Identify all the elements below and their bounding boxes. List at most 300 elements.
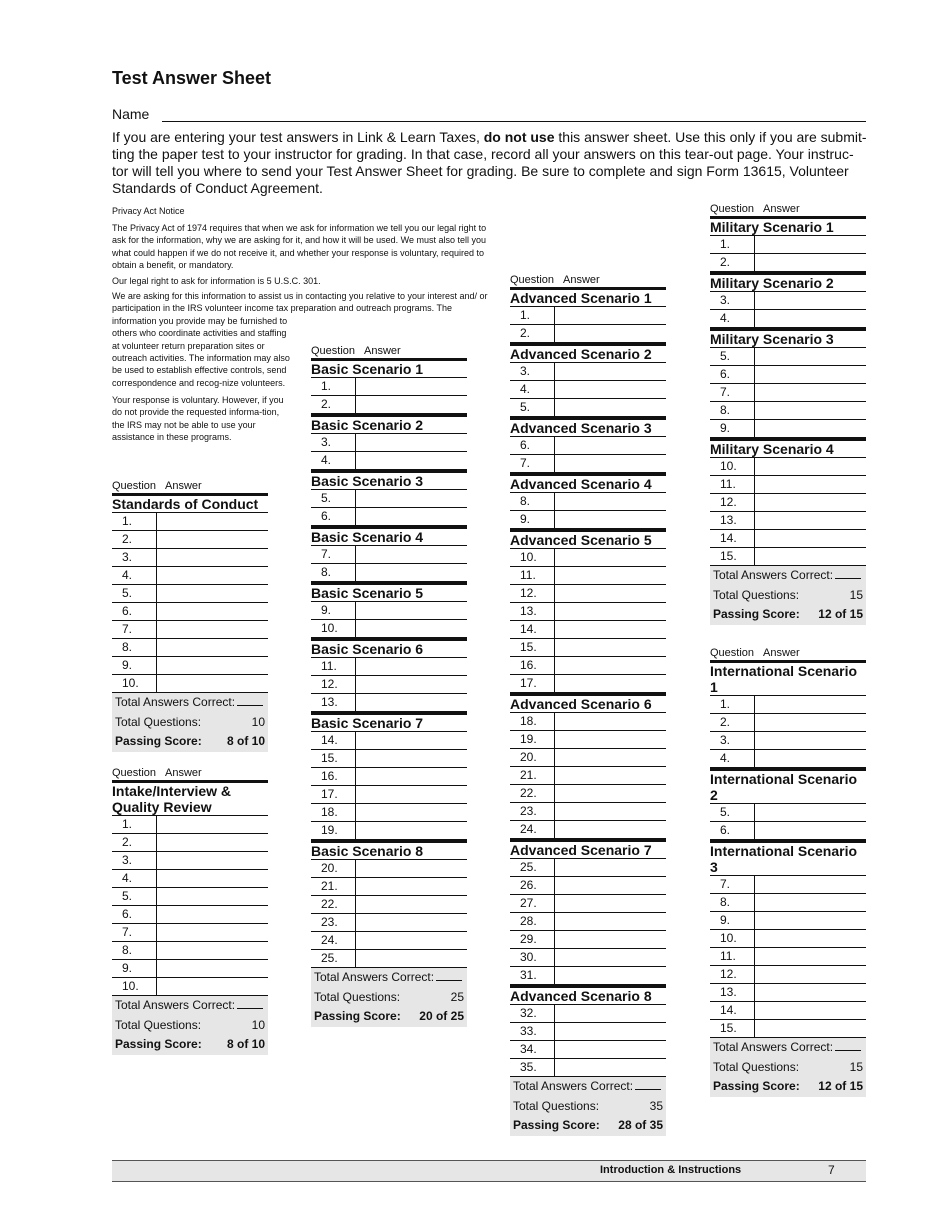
answer-field[interactable] bbox=[555, 621, 666, 638]
total-correct-wrap bbox=[115, 693, 263, 713]
answer-field[interactable] bbox=[356, 950, 467, 967]
column-header bbox=[510, 273, 666, 287]
answer-field[interactable] bbox=[356, 452, 467, 469]
answer-field[interactable] bbox=[555, 381, 666, 398]
question-number: 13. bbox=[710, 984, 755, 1001]
answer-row bbox=[510, 657, 666, 675]
scenario-section bbox=[112, 493, 268, 693]
total-correct-blank[interactable] bbox=[436, 968, 462, 981]
question-number: 3. bbox=[510, 363, 555, 380]
question-number: 3. bbox=[710, 292, 755, 309]
question-number: 2. bbox=[710, 714, 755, 731]
question-number: 15. bbox=[710, 548, 755, 565]
answer-row bbox=[510, 621, 666, 639]
answer-field[interactable] bbox=[356, 658, 467, 675]
answer-field[interactable] bbox=[755, 310, 866, 327]
answer-field[interactable] bbox=[555, 639, 666, 656]
answer-row bbox=[710, 494, 866, 512]
answer-field[interactable] bbox=[356, 434, 467, 451]
answer-field[interactable] bbox=[356, 546, 467, 563]
answer-field[interactable] bbox=[356, 602, 467, 619]
scenario-title: Military Scenario 1 bbox=[710, 219, 834, 235]
total-questions-line bbox=[112, 1016, 268, 1036]
intro-bold: do not use bbox=[483, 129, 555, 145]
answer-field[interactable] bbox=[356, 786, 467, 803]
answer-field[interactable] bbox=[755, 912, 866, 929]
question-number: 19. bbox=[510, 731, 555, 748]
total-correct-wrap bbox=[513, 1077, 661, 1097]
answer-field[interactable] bbox=[755, 894, 866, 911]
total-questions-value: 15 bbox=[849, 587, 863, 602]
answer-field[interactable] bbox=[555, 859, 666, 876]
intake-answer-block bbox=[112, 766, 268, 1055]
question-number: 10. bbox=[710, 930, 755, 947]
military-answer-block bbox=[710, 202, 866, 625]
question-number: 4. bbox=[710, 310, 755, 327]
answer-row bbox=[311, 878, 467, 896]
scenario-title: International Scenario 2 bbox=[710, 771, 858, 803]
question-number: 7. bbox=[710, 384, 755, 401]
score-summary bbox=[510, 1077, 666, 1136]
answer-field[interactable] bbox=[555, 549, 666, 566]
answer-field[interactable] bbox=[555, 675, 666, 692]
answer-row bbox=[510, 306, 666, 325]
total-questions-label: Total Questions: bbox=[115, 1017, 202, 1032]
scenario-section bbox=[710, 438, 866, 566]
question-number: 6. bbox=[510, 437, 555, 454]
question-number: 3. bbox=[112, 852, 157, 869]
question-number: 29. bbox=[510, 931, 555, 948]
answer-row bbox=[311, 676, 467, 694]
answer-field[interactable] bbox=[157, 531, 268, 548]
answer-field[interactable] bbox=[157, 549, 268, 566]
answer-field[interactable] bbox=[356, 750, 467, 767]
total-correct-label: Total Answers Correct: bbox=[713, 568, 834, 582]
answer-field[interactable] bbox=[555, 1023, 666, 1040]
total-correct-wrap bbox=[115, 996, 263, 1016]
question-number: 4. bbox=[112, 567, 157, 584]
answer-field[interactable] bbox=[157, 639, 268, 656]
answer-field[interactable] bbox=[555, 1005, 666, 1022]
question-number: 1. bbox=[510, 307, 555, 324]
answer-field[interactable] bbox=[157, 603, 268, 620]
question-header: Question bbox=[710, 647, 755, 659]
answer-row bbox=[710, 366, 866, 384]
page-title: Test Answer Sheet bbox=[112, 68, 272, 88]
answer-field[interactable] bbox=[755, 822, 866, 839]
question-number: 17. bbox=[510, 675, 555, 692]
passing-score-label: Passing Score: bbox=[115, 734, 202, 748]
question-number: 9. bbox=[510, 511, 555, 528]
question-number: 7. bbox=[112, 621, 157, 638]
answer-field[interactable] bbox=[555, 949, 666, 966]
scenario-title: International Scenario 3 bbox=[710, 843, 858, 875]
score-summary bbox=[112, 996, 268, 1055]
question-number: 7. bbox=[510, 455, 555, 472]
answer-field[interactable] bbox=[157, 834, 268, 851]
answer-field[interactable] bbox=[555, 877, 666, 894]
question-number: 22. bbox=[510, 785, 555, 802]
question-number: 10. bbox=[510, 549, 555, 566]
answer-field[interactable] bbox=[755, 732, 866, 749]
answer-row bbox=[510, 325, 666, 343]
answer-row bbox=[710, 291, 866, 310]
answer-field[interactable] bbox=[356, 914, 467, 931]
answer-field[interactable] bbox=[157, 924, 268, 941]
answer-row bbox=[510, 675, 666, 693]
answer-row bbox=[112, 815, 268, 834]
question-number: 6. bbox=[710, 366, 755, 383]
total-correct-blank[interactable] bbox=[835, 1038, 861, 1051]
total-questions-value: 10 bbox=[251, 714, 265, 729]
name-field[interactable] bbox=[162, 121, 866, 122]
answer-field[interactable] bbox=[755, 402, 866, 419]
question-number: 10. bbox=[112, 978, 157, 995]
question-number: 21. bbox=[311, 878, 356, 895]
answer-field[interactable] bbox=[755, 476, 866, 493]
scenario-title: Basic Scenario 2 bbox=[311, 417, 424, 433]
answer-field[interactable] bbox=[755, 930, 866, 947]
question-number: 12. bbox=[710, 494, 755, 511]
score-summary bbox=[112, 693, 268, 752]
answer-row bbox=[510, 749, 666, 767]
answer-field[interactable] bbox=[555, 493, 666, 510]
answer-field[interactable] bbox=[555, 657, 666, 674]
answer-field[interactable] bbox=[157, 942, 268, 959]
question-number: 31. bbox=[510, 967, 555, 984]
question-number: 1. bbox=[710, 696, 755, 713]
total-questions-label: Total Questions: bbox=[115, 714, 202, 729]
answer-field[interactable] bbox=[157, 906, 268, 923]
total-questions-line bbox=[710, 586, 866, 606]
question-number: 25. bbox=[510, 859, 555, 876]
answer-row bbox=[311, 489, 467, 508]
answer-row bbox=[710, 966, 866, 984]
question-number: 9. bbox=[112, 657, 157, 674]
answer-field[interactable] bbox=[555, 785, 666, 802]
answer-row bbox=[311, 750, 467, 768]
total-correct-line bbox=[112, 693, 268, 713]
question-number: 8. bbox=[510, 493, 555, 510]
answer-row bbox=[112, 852, 268, 870]
answer-header: Answer bbox=[763, 203, 800, 215]
answer-field[interactable] bbox=[356, 564, 467, 581]
score-summary bbox=[311, 968, 467, 1027]
answer-field[interactable] bbox=[755, 236, 866, 253]
question-number: 16. bbox=[510, 657, 555, 674]
question-number: 12. bbox=[311, 676, 356, 693]
question-number: 1. bbox=[710, 236, 755, 253]
answer-field[interactable] bbox=[755, 548, 866, 565]
scenario-section bbox=[311, 712, 467, 840]
total-questions-line bbox=[710, 1058, 866, 1078]
answer-row bbox=[311, 694, 467, 712]
answer-field[interactable] bbox=[755, 948, 866, 965]
answer-field[interactable] bbox=[755, 348, 866, 365]
answer-row bbox=[710, 948, 866, 966]
total-questions-line bbox=[112, 713, 268, 733]
answer-field[interactable] bbox=[755, 984, 866, 1001]
answer-field[interactable] bbox=[555, 1059, 666, 1076]
passing-score-line bbox=[311, 1007, 467, 1027]
question-number: 15. bbox=[710, 1020, 755, 1037]
answer-field[interactable] bbox=[555, 803, 666, 820]
answer-field[interactable] bbox=[755, 966, 866, 983]
question-number: 11. bbox=[510, 567, 555, 584]
answer-row bbox=[510, 803, 666, 821]
total-correct-blank[interactable] bbox=[835, 566, 861, 579]
answer-row bbox=[311, 377, 467, 396]
answer-row bbox=[710, 310, 866, 328]
answer-row bbox=[510, 639, 666, 657]
answer-field[interactable] bbox=[157, 567, 268, 584]
intro-paragraph bbox=[112, 129, 868, 197]
answer-field[interactable] bbox=[555, 895, 666, 912]
answer-field[interactable] bbox=[157, 852, 268, 869]
answer-field[interactable] bbox=[356, 694, 467, 711]
passing-score-line bbox=[710, 1077, 866, 1097]
answer-field[interactable] bbox=[157, 870, 268, 887]
scenario-title: Advanced Scenario 7 bbox=[510, 842, 652, 858]
answer-field[interactable] bbox=[356, 896, 467, 913]
question-number: 21. bbox=[510, 767, 555, 784]
answer-field[interactable] bbox=[356, 822, 467, 839]
answer-field[interactable] bbox=[157, 585, 268, 602]
total-correct-blank[interactable] bbox=[635, 1077, 661, 1090]
answer-field[interactable] bbox=[157, 816, 268, 833]
answer-field[interactable] bbox=[555, 325, 666, 342]
total-correct-blank[interactable] bbox=[237, 996, 263, 1009]
answer-field[interactable] bbox=[555, 363, 666, 380]
answer-field[interactable] bbox=[555, 931, 666, 948]
question-number: 6. bbox=[710, 822, 755, 839]
question-number: 4. bbox=[510, 381, 555, 398]
answer-field[interactable] bbox=[356, 860, 467, 877]
answer-field[interactable] bbox=[157, 888, 268, 905]
answer-row bbox=[710, 714, 866, 732]
question-number: 8. bbox=[112, 639, 157, 656]
question-number: 33. bbox=[510, 1023, 555, 1040]
answer-field[interactable] bbox=[356, 508, 467, 525]
answer-row bbox=[311, 932, 467, 950]
question-number: 12. bbox=[710, 966, 755, 983]
question-number: 4. bbox=[710, 750, 755, 767]
answer-field[interactable] bbox=[356, 676, 467, 693]
answer-row bbox=[710, 930, 866, 948]
answer-row bbox=[510, 895, 666, 913]
total-correct-line bbox=[510, 1077, 666, 1097]
total-correct-blank[interactable] bbox=[237, 693, 263, 706]
answer-row bbox=[510, 362, 666, 381]
question-header: Question bbox=[311, 345, 356, 357]
answer-row bbox=[710, 750, 866, 768]
total-correct-wrap bbox=[713, 1038, 861, 1058]
answer-field[interactable] bbox=[555, 967, 666, 984]
answer-field[interactable] bbox=[755, 714, 866, 731]
scenario-section bbox=[710, 272, 866, 328]
question-number: 5. bbox=[510, 399, 555, 416]
answer-field[interactable] bbox=[555, 567, 666, 584]
answer-field[interactable] bbox=[555, 713, 666, 730]
total-correct-label: Total Answers Correct: bbox=[115, 695, 236, 709]
answer-row bbox=[710, 402, 866, 420]
answer-header: Answer bbox=[364, 345, 401, 357]
total-questions-value: 25 bbox=[450, 989, 464, 1004]
question-number: 5. bbox=[112, 585, 157, 602]
total-questions-value: 10 bbox=[251, 1017, 265, 1032]
question-number: 3. bbox=[112, 549, 157, 566]
answer-row bbox=[311, 914, 467, 932]
answer-field[interactable] bbox=[755, 512, 866, 529]
question-number: 2. bbox=[710, 254, 755, 271]
scenario-section bbox=[311, 526, 467, 582]
answer-row bbox=[710, 984, 866, 1002]
scenario-section bbox=[311, 638, 467, 712]
total-questions-value: 15 bbox=[849, 1059, 863, 1074]
question-number: 1. bbox=[112, 816, 157, 833]
scenario-section bbox=[311, 414, 467, 470]
answer-field[interactable] bbox=[755, 458, 866, 475]
answer-field[interactable] bbox=[555, 821, 666, 838]
answer-field[interactable] bbox=[555, 603, 666, 620]
answer-row bbox=[112, 675, 268, 693]
passing-score-line bbox=[710, 605, 866, 625]
answer-row bbox=[710, 548, 866, 566]
answer-field[interactable] bbox=[755, 876, 866, 893]
answer-row bbox=[710, 912, 866, 930]
question-number: 25. bbox=[311, 950, 356, 967]
total-correct-wrap bbox=[713, 566, 861, 586]
answer-row bbox=[311, 508, 467, 526]
answer-field[interactable] bbox=[356, 378, 467, 395]
scenario-title: Advanced Scenario 6 bbox=[510, 696, 652, 712]
question-number: 32. bbox=[510, 1005, 555, 1022]
answer-header: Answer bbox=[763, 647, 800, 659]
answer-row bbox=[510, 455, 666, 473]
answer-field[interactable] bbox=[356, 878, 467, 895]
passing-score-value: 28 of 35 bbox=[618, 1118, 663, 1132]
answer-header: Answer bbox=[563, 274, 600, 286]
question-number: 20. bbox=[510, 749, 555, 766]
answer-field[interactable] bbox=[555, 455, 666, 472]
question-number: 22. bbox=[311, 896, 356, 913]
answer-field[interactable] bbox=[356, 932, 467, 949]
answer-row bbox=[710, 803, 866, 822]
international-answer-block bbox=[710, 646, 866, 1097]
answer-field[interactable] bbox=[157, 657, 268, 674]
answer-field[interactable] bbox=[755, 804, 866, 821]
answer-field[interactable] bbox=[356, 620, 467, 637]
passing-score-label: Passing Score: bbox=[115, 1037, 202, 1051]
answer-field[interactable] bbox=[555, 307, 666, 324]
answer-field[interactable] bbox=[755, 1020, 866, 1037]
answer-field[interactable] bbox=[755, 750, 866, 767]
scenario-section bbox=[710, 660, 866, 768]
question-number: 3. bbox=[311, 434, 356, 451]
answer-field[interactable] bbox=[356, 804, 467, 821]
answer-field[interactable] bbox=[157, 978, 268, 995]
answer-field[interactable] bbox=[755, 530, 866, 547]
question-number: 28. bbox=[510, 913, 555, 930]
total-questions-label: Total Questions: bbox=[314, 989, 401, 1004]
answer-row bbox=[710, 530, 866, 548]
scenario-title: Basic Scenario 7 bbox=[311, 715, 424, 731]
answer-row bbox=[710, 384, 866, 402]
question-number: 10. bbox=[311, 620, 356, 637]
answer-row bbox=[510, 785, 666, 803]
total-correct-label: Total Answers Correct: bbox=[513, 1079, 634, 1093]
answer-row bbox=[710, 512, 866, 530]
scenario-title: Standards of Conduct bbox=[112, 496, 259, 512]
answer-field[interactable] bbox=[356, 732, 467, 749]
answer-field[interactable] bbox=[356, 490, 467, 507]
scenario-section bbox=[311, 840, 467, 968]
question-number: 12. bbox=[510, 585, 555, 602]
answer-field[interactable] bbox=[555, 913, 666, 930]
answer-field[interactable] bbox=[157, 960, 268, 977]
answer-field[interactable] bbox=[157, 675, 268, 692]
answer-field[interactable] bbox=[755, 292, 866, 309]
answer-field[interactable] bbox=[157, 621, 268, 638]
intro-text-1: If you are entering your test answers in Link & Learn Taxes, bbox=[112, 129, 484, 145]
answer-row bbox=[311, 657, 467, 676]
question-number: 8. bbox=[710, 402, 755, 419]
passing-score-value: 12 of 15 bbox=[818, 1079, 863, 1093]
answer-field[interactable] bbox=[755, 420, 866, 437]
answer-row bbox=[510, 931, 666, 949]
answer-field[interactable] bbox=[555, 511, 666, 528]
total-correct-label: Total Answers Correct: bbox=[713, 1040, 834, 1054]
question-number: 8. bbox=[112, 942, 157, 959]
answer-row bbox=[112, 512, 268, 531]
answer-row bbox=[710, 254, 866, 272]
answer-row bbox=[510, 436, 666, 455]
answer-row bbox=[112, 603, 268, 621]
answer-row bbox=[510, 492, 666, 511]
answer-field[interactable] bbox=[555, 399, 666, 416]
answer-row bbox=[112, 549, 268, 567]
answer-field[interactable] bbox=[755, 696, 866, 713]
answer-row bbox=[311, 859, 467, 878]
question-number: 11. bbox=[710, 476, 755, 493]
question-number: 2. bbox=[510, 325, 555, 342]
answer-field[interactable] bbox=[555, 731, 666, 748]
answer-field[interactable] bbox=[555, 767, 666, 784]
answer-field[interactable] bbox=[157, 513, 268, 530]
answer-field[interactable] bbox=[555, 585, 666, 602]
answer-field[interactable] bbox=[555, 437, 666, 454]
answer-field[interactable] bbox=[555, 1041, 666, 1058]
answer-field[interactable] bbox=[755, 384, 866, 401]
answer-field[interactable] bbox=[356, 768, 467, 785]
basic-answer-block bbox=[311, 344, 467, 1027]
answer-field[interactable] bbox=[755, 494, 866, 511]
answer-field[interactable] bbox=[755, 254, 866, 271]
privacy-p2: Our legal right to ask for information is 5 U.S.C. 301. bbox=[112, 275, 321, 286]
answer-field[interactable] bbox=[356, 396, 467, 413]
question-number: 1. bbox=[311, 378, 356, 395]
answer-field[interactable] bbox=[755, 366, 866, 383]
question-number: 26. bbox=[510, 877, 555, 894]
question-header: Question bbox=[510, 274, 555, 286]
answer-row bbox=[311, 396, 467, 414]
answer-field[interactable] bbox=[755, 1002, 866, 1019]
answer-row bbox=[311, 452, 467, 470]
answer-field[interactable] bbox=[555, 749, 666, 766]
question-number: 6. bbox=[311, 508, 356, 525]
question-number: 34. bbox=[510, 1041, 555, 1058]
answer-row bbox=[311, 731, 467, 750]
